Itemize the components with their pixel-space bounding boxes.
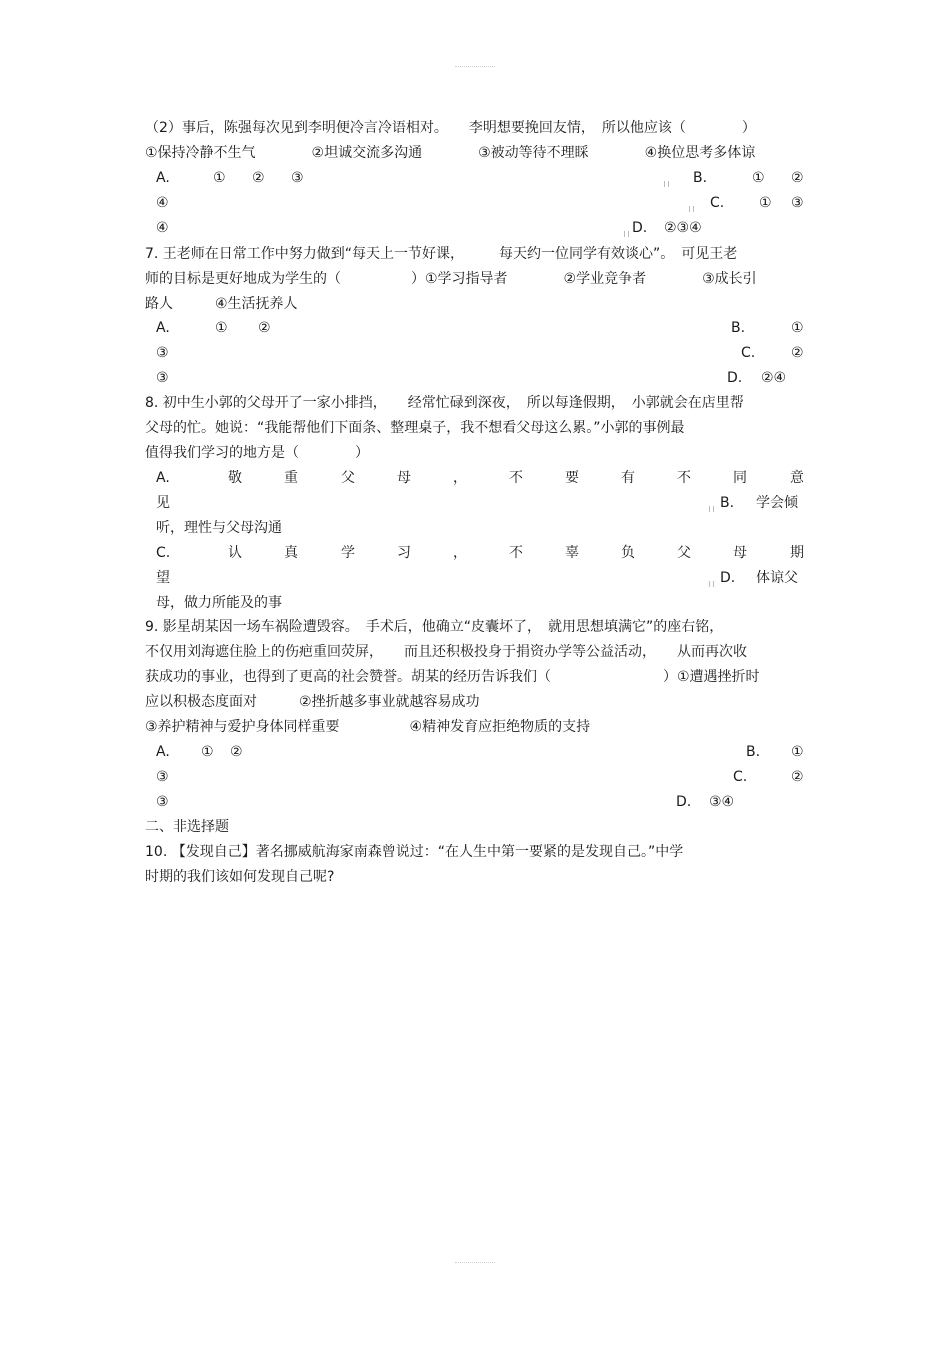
q9-option-d-label[interactable]: D.	[676, 794, 692, 810]
q6-option-a-num: ②	[252, 170, 265, 186]
q8-option-c-char: 习	[397, 545, 411, 561]
q6-option-a-label[interactable]: A.	[156, 170, 170, 186]
q8-option-c-cont: 望	[156, 570, 170, 586]
q9-option-b-num: ①	[791, 744, 804, 760]
q8-option-a-char: 父	[341, 470, 355, 486]
section-title: 二、非选择题	[145, 819, 229, 835]
q9-option-a-num: ①	[201, 744, 214, 760]
q7-option-c-label[interactable]: C.	[741, 345, 756, 361]
q7-line: 师的目标是更好地成为学生的（ ）①学习指导者 ②学业竞争者 ③成长引	[145, 271, 757, 287]
q8-option-c-char: 负	[621, 545, 635, 561]
q6-option-c-cont: ④	[156, 220, 169, 236]
q7-option-c-num: ②	[791, 345, 804, 361]
q9-option-c-num: ②	[791, 769, 804, 785]
q6-option-b-num: ②	[791, 170, 804, 186]
q9-option-d-val: ③④	[709, 794, 735, 810]
q8-option-c-char: 不	[509, 545, 523, 561]
q9-line: 9. 影星胡某因一场车祸险遭毁容。 手术后，他确立“皮囊坏了， 就用思想填满它”的座右铭，	[145, 619, 724, 635]
q7-option-c-cont: ③	[156, 370, 169, 386]
q8-option-a-cont: 见	[156, 495, 170, 511]
q8-option-c-char: 认	[228, 545, 242, 561]
q8-option-d-label[interactable]: D.	[720, 570, 736, 586]
column-marker	[689, 206, 694, 212]
q8-line: 8. 初中生小郭的父母开了一家小排挡， 经常忙碌到深夜， 所以每逢假期， 小郭就会在店里帮	[145, 395, 744, 411]
q7-line: 路人 ④生活抚养人	[145, 296, 298, 312]
q6-option-a-cont: ④	[156, 195, 169, 211]
q6-option-c-num: ③	[791, 195, 804, 211]
q8-option-a-char: 重	[284, 470, 298, 486]
q8-option-a-char: 不	[677, 470, 691, 486]
q7-option-a-label[interactable]: A.	[156, 320, 170, 336]
q7-option-a-num: ①	[215, 320, 228, 336]
q8-option-c-char: ，	[453, 545, 467, 561]
q6-option-a-num: ①	[213, 170, 226, 186]
q8-option-c-label[interactable]: C.	[156, 545, 171, 561]
q9-line: 应以积极态度面对 ②挫折越多事业就越容易成功	[145, 694, 480, 710]
q8-option-c-char: 母	[733, 545, 747, 561]
q9-line: 获成功的事业，也得到了更高的社会赞誉。胡某的经历告诉我们（ ）①遭遇挫折时	[145, 669, 760, 685]
q6-stem: （2）事后，陈强每次见到李明便冷言冷语相对。 李明想要挽回友情， 所以他应该（ ）	[145, 120, 756, 136]
column-marker	[709, 506, 714, 512]
q6-option-c-num: ①	[759, 195, 772, 211]
q9-option-a-label[interactable]: A.	[156, 744, 170, 760]
q8-option-a-char: ，	[453, 470, 467, 486]
q9-option-c-cont: ③	[156, 794, 169, 810]
q7-option-d-label[interactable]: D.	[727, 370, 743, 386]
q8-option-c-char: 学	[341, 545, 355, 561]
q7-option-b-label[interactable]: B.	[731, 320, 746, 336]
q8-option-b-cont: 听，理性与父母沟通	[156, 520, 282, 536]
column-marker	[709, 581, 714, 587]
q6-option-b-num: ①	[752, 170, 765, 186]
q8-option-a-char: 敬	[228, 470, 242, 486]
q8-option-a-char: 母	[397, 470, 411, 486]
q9-option-a-num: ②	[230, 744, 243, 760]
q6-options: ①保持冷静不生气 ②坦诚交流多沟通 ③被动等待不理睬 ④换位思考多体谅	[145, 145, 756, 161]
q8-option-a-char: 同	[733, 470, 747, 486]
column-marker	[624, 231, 629, 237]
q7-option-a-num: ②	[258, 320, 271, 336]
q6-option-b-label[interactable]: B.	[693, 170, 708, 186]
q8-option-c-char: 辜	[565, 545, 579, 561]
q6-option-c-label[interactable]: C.	[710, 195, 725, 211]
q8-option-a-char: 有	[621, 470, 635, 486]
q7-line: 7. 王老师在日常工作中努力做到“每天上一节好课， 每天约一位同学有效谈心”。 可见王老	[145, 246, 738, 262]
q10-line: 时期的我们该如何发现自己呢?	[145, 869, 335, 885]
q8-line: 父母的忙。她说：“我能帮他们下面条、整理桌子，我不想看父母这么累。”小郭的事例最	[145, 420, 685, 436]
q8-line: 值得我们学习的地方是（ ）	[145, 445, 369, 461]
q6-option-d-val: ②③④	[664, 220, 702, 236]
q8-option-c-char: 期	[790, 545, 804, 561]
q9-line: 不仅用刘海遮住脸上的伤疤重回荧屏， 而且还积极投身于捐资办学等公益活动， 从而再次收	[145, 644, 747, 660]
q7-option-b-cont: ③	[156, 345, 169, 361]
q9-option-b-cont: ③	[156, 769, 169, 785]
q9-line: ③养护精神与爱护身体同样重要 ④精神发育应拒绝物质的支持	[145, 719, 591, 735]
q8-option-b-text: 学会倾	[756, 495, 798, 511]
footer-dots	[455, 1262, 495, 1265]
column-marker	[664, 181, 669, 187]
q8-option-a-label[interactable]: A.	[156, 470, 170, 486]
q9-option-c-label[interactable]: C.	[733, 769, 748, 785]
q8-option-c-char: 父	[677, 545, 691, 561]
q8-option-a-char: 要	[565, 470, 579, 486]
q6-option-d-label[interactable]: D.	[632, 220, 648, 236]
q9-option-b-label[interactable]: B.	[746, 744, 761, 760]
q8-option-a-char: 意	[790, 470, 804, 486]
q6-option-a-num: ③	[291, 170, 304, 186]
q7-option-b-num: ①	[791, 320, 804, 336]
q8-option-c-char: 真	[284, 545, 298, 561]
q8-option-d-text: 体谅父	[756, 570, 798, 586]
q8-option-d-cont: 母，做力所能及的事	[156, 595, 282, 611]
q7-option-d-val: ②④	[761, 370, 787, 386]
q8-option-b-label[interactable]: B.	[720, 495, 735, 511]
q10-line: 10. 【发现自己】著名挪威航海家南森曾说过：“在人生中第一要紧的是发现自己。”中学	[145, 844, 684, 860]
header-dots	[455, 66, 495, 69]
q8-option-a-char: 不	[509, 470, 523, 486]
